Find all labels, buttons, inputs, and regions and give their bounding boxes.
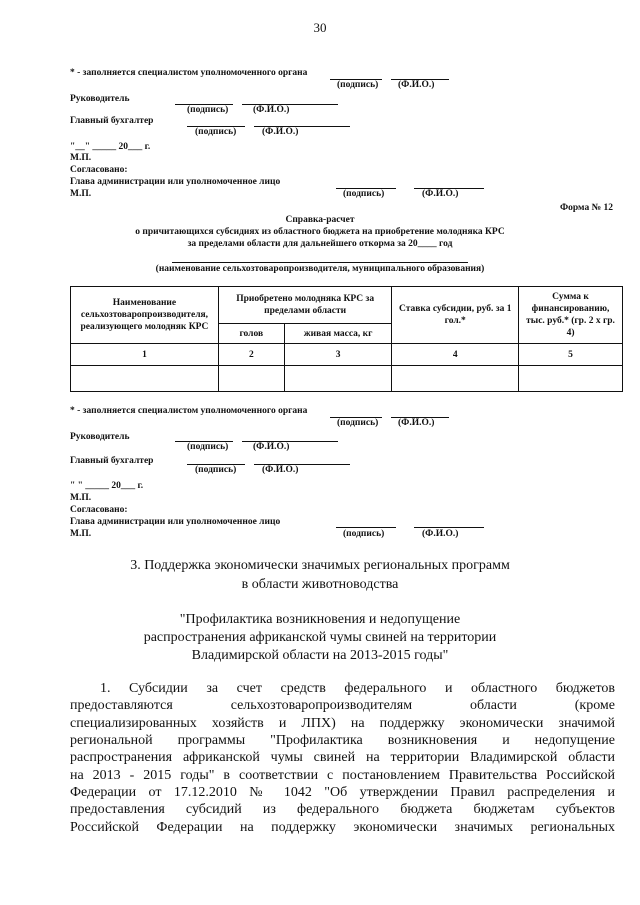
paragraph-line: региональной программы "Профилактика возникновения и недопущение [70,733,615,748]
paragraph-line: предоставляются сельхозтоваропроизводителям области (кроме [70,698,615,713]
table-row [71,366,623,392]
form-subtitle-1: о причитающихся субсидиях из областного бюджета на приобретение молодняка КРС [135,227,505,237]
accountant-label: Главный бухгалтер [70,456,154,466]
admin-head-label: Глава администрации или уполномоченное лицо [70,177,281,187]
paragraph-line: на 2013 - 2015 годы" в соответствии с постановлением Правительства Российской [70,768,615,783]
program-title-line-3: Владимирской области на 2013-2015 годы" [191,648,449,663]
accountant-label: Главный бухгалтер [70,116,154,126]
paragraph-line: Федерации от 17.12.2010 № 1042 "Об утверждении Правил распределения и [70,785,615,800]
stamp-place: М.П. [70,493,92,503]
section-title-line-2: в области животноводства [241,577,399,592]
head-sign-caption: (подпись) [187,105,229,115]
specialist-fio-caption: (Ф.И.О.) [398,80,435,90]
specialist-note: * - заполняется специалистом уполномоченного органа [70,406,308,416]
specialist-note: * - заполняется специалистом уполномоченного органа [70,68,308,78]
head-label: Руководитель [70,432,130,442]
org-name-line [172,262,468,263]
header-producer-name: Наименование сельхозтоваропроизводителя, реализующего молодняк КРС [71,287,219,344]
date-line: "__" _____ 20___ г. [70,142,151,152]
head-sign-caption: (подпись) [187,442,229,452]
admin-sign-caption: (подпись) [343,189,385,199]
head-fio-caption: (Ф.И.О.) [253,105,290,115]
head-label: Руководитель [70,94,130,104]
header-funding-sum: Сумма к финансированию, тыс. руб.* (гр. 2 х гр. 4) [519,287,623,344]
column-number: 4 [392,344,519,366]
program-title: "Профилактика возникновения и недопущение [179,612,461,627]
form-number: Форма № 12 [560,203,614,213]
admin-stamp-place: М.П. [70,189,92,199]
admin-sign-line [336,527,396,528]
form-subtitle-2: за пределами области для дальнейшего откорма за 20____ год [187,239,453,249]
admin-head-label: Глава администрации или уполномоченное лицо [70,517,281,527]
table-cell [392,366,519,392]
head-fio-caption: (Ф.И.О.) [253,442,290,452]
admin-sign-caption: (подпись) [343,529,385,539]
admin-fio-caption: (Ф.И.О.) [422,529,459,539]
agreed-label: Согласовано: [70,505,128,515]
table-cell [71,366,219,392]
accountant-fio-caption: (Ф.И.О.) [262,465,299,475]
paragraph-line: специализированных хозяйств и ЛПХ) на поддержку экономически значимой [70,716,615,731]
admin-fio-caption: (Ф.И.О.) [422,189,459,199]
specialist-sign-caption: (подпись) [337,80,379,90]
accountant-fio-caption: (Ф.И.О.) [262,127,299,137]
subsidy-calculation-table [70,286,623,392]
date-line: " " _____ 20___ г. [70,481,144,491]
page-number: 30 [313,20,327,35]
table-cell [284,366,392,392]
specialist-sign-caption: (подпись) [337,418,379,428]
header-live-weight: живая масса, кг [284,324,392,344]
section-title: 3. Поддержка экономически значимых региональных программ [130,558,510,573]
admin-fio-line [414,527,484,528]
org-name-caption: (наименование сельхозтоваропроизводителя, муниципального образования) [155,264,485,274]
stamp-place: М.П. [70,153,92,163]
accountant-sign-caption: (подпись) [195,127,237,137]
header-heads: голов [218,324,284,344]
paragraph-line: распространения африканской чумы свиней на территории Владимирской области [70,750,615,765]
program-title-line-2: распространения африканской чумы свиней на территории [143,630,497,645]
table-cell [519,366,623,392]
column-number: 1 [71,344,219,366]
column-number: 5 [519,344,623,366]
paragraph-line: Российской Федерации на поддержку экономически значимых региональных [70,820,615,835]
specialist-fio-caption: (Ф.И.О.) [398,418,435,428]
agreed-label: Согласовано: [70,165,128,175]
header-subsidy-rate: Ставка субсидии, руб. за 1 гол.* [392,287,519,344]
column-number: 3 [284,344,392,366]
admin-stamp-place: М.П. [70,529,92,539]
accountant-sign-caption: (подпись) [195,465,237,475]
paragraph-line: 1. Субсидии за счет средств федерального и областного бюджетов [100,681,615,696]
paragraph-line: предоставления субсидий из федерального бюджета бюджетам субъектов [70,802,615,817]
table-cell [218,366,284,392]
form-title: Справка-расчет [285,215,355,225]
header-purchased: Приобретено молодняка КРС за пределами области [218,287,391,324]
column-number: 2 [218,344,284,366]
column-number-row [71,344,623,366]
